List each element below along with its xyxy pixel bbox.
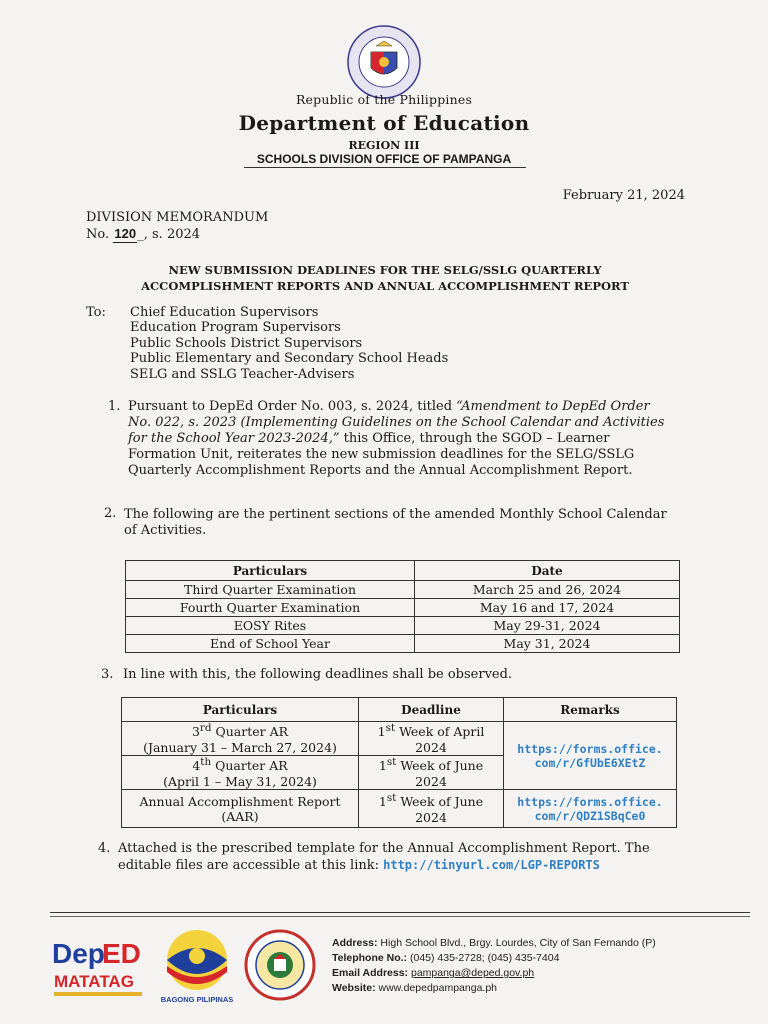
table-cell: Fourth Quarter Examination: [126, 599, 415, 617]
memo-title-line: NEW SUBMISSION DEADLINES FOR THE SELG/SSLG QUARTERLY: [168, 263, 602, 277]
cell-line: [363, 722, 499, 739]
table-header: Remarks: [504, 698, 677, 722]
recipient: Public Schools District Supervisors: [130, 335, 363, 351]
cell-line: [126, 756, 354, 773]
address-label: Address:: [332, 937, 378, 949]
republic-line: Republic of the Philippines: [295, 92, 473, 107]
table-header-row: [122, 698, 677, 722]
para-italic: No. 022, s. 2023 (Implementing Guidelines on the School Calendar and Activities: [128, 415, 665, 430]
svg-text:ED: ED: [102, 938, 141, 969]
recipient-list: [130, 305, 448, 382]
para-line: [128, 415, 688, 431]
website-line: [332, 981, 656, 996]
para-italic: “Amendment to DepEd Order: [456, 399, 650, 414]
deped-seal-icon: [346, 24, 422, 100]
table-cell: [122, 722, 359, 756]
table-cell: End of School Year: [126, 635, 415, 653]
deped-matatag-logo-icon: [50, 935, 150, 1005]
table-row: [122, 722, 677, 756]
footer-divider: [50, 916, 750, 917]
para3-number: 3.: [101, 667, 114, 682]
division-seal-icon: [244, 929, 316, 1001]
memo-date: February 21, 2024: [562, 188, 685, 203]
table-row: [126, 581, 680, 599]
table-cell: EOSY Rites: [126, 617, 415, 635]
cell-line: (January 31 – March 27, 2024): [143, 739, 337, 755]
department-name: Department of Education: [238, 111, 530, 135]
ordinal-suffix: st: [386, 756, 397, 769]
table-cell: [359, 790, 504, 828]
cell-line: (April 1 – May 31, 2024): [163, 773, 317, 789]
link-text[interactable]: https://forms.office.: [517, 794, 663, 809]
para-line: Formation Unit, reiterates the new submission deadlines for the SELG/SSLG: [128, 447, 635, 462]
link-text[interactable]: com/r/GfUbE6XEtZ: [534, 755, 646, 770]
para-text: editable files are accessible at this link:: [118, 858, 384, 873]
link-text[interactable]: https://forms.office.: [517, 741, 663, 756]
svg-text:MATATAG: MATATAG: [54, 972, 134, 991]
forms-link-quarterly[interactable]: [508, 742, 672, 770]
to-label: To:: [86, 305, 106, 320]
paragraph-4: [118, 841, 688, 874]
table-cell: May 29-31, 2024: [415, 617, 680, 635]
memo-no-value: 120: [114, 226, 137, 241]
para-line: [118, 857, 688, 874]
table-cell: May 31, 2024: [415, 635, 680, 653]
telephone-line: [332, 951, 656, 966]
email-label: Email Address:: [332, 967, 409, 979]
para-line: The following are the pertinent sections of the amended Monthly School Calendar: [124, 507, 667, 522]
cell-line: 2024: [415, 773, 447, 789]
para-line: [128, 431, 688, 447]
cell-line: (AAR): [221, 808, 259, 824]
table-cell: [359, 722, 504, 756]
table-cell: [359, 756, 504, 790]
para-line: [128, 399, 688, 415]
school-calendar-table: [125, 560, 680, 653]
email-line: [332, 966, 656, 981]
memo-label: DIVISION MEMORANDUM: [86, 210, 269, 225]
para4-number: 4.: [98, 841, 111, 856]
link-text[interactable]: com/r/QDZ1SBqCe0: [534, 808, 646, 823]
deadlines-table: [121, 697, 677, 828]
para-line: In line with this, the following deadlines shall be observed.: [123, 667, 513, 682]
forms-link-annual[interactable]: [508, 795, 672, 823]
table-cell: Third Quarter Examination: [126, 581, 415, 599]
memo-title: [90, 262, 680, 294]
recipient: SELG and SSLG Teacher-Advisers: [130, 366, 355, 382]
cell-text: 1: [378, 758, 387, 774]
table-header: Particulars: [126, 561, 415, 581]
footer-divider: [50, 912, 750, 913]
cell-text: Quarter AR: [211, 758, 288, 774]
cell-line: 2024: [415, 739, 447, 755]
cell-text: Quarter AR: [211, 724, 289, 740]
table-row: [126, 617, 680, 635]
svg-text:BAGONG PILIPINAS: BAGONG PILIPINAS: [160, 995, 234, 1004]
para-text: Pursuant to DepEd Order No. 003, s. 2024, titled: [128, 399, 457, 414]
memo-no-suffix: _, s. 2024: [137, 227, 201, 242]
table-row: [126, 635, 680, 653]
memo-title-line: ACCOMPLISHMENT REPORTS AND ANNUAL ACCOMPLISHMENT REPORT: [141, 279, 629, 293]
bagong-pilipinas-logo-icon: [158, 926, 236, 1004]
para-text: this Office, through the SGOD – Learner: [339, 431, 610, 446]
para-line: of Activities.: [124, 523, 207, 538]
cell-line: 2024: [415, 809, 447, 825]
office-line: SCHOOLS DIVISION OFFICE OF PAMPANGA: [256, 152, 512, 166]
ordinal-suffix: st: [385, 722, 396, 735]
email-link[interactable]: pampanga@deped.gov.ph: [410, 967, 535, 979]
memo-number: [86, 226, 268, 243]
ordinal-suffix: st: [386, 792, 397, 805]
para2-number: 2.: [104, 506, 117, 521]
para1-number: 1.: [108, 399, 121, 414]
table-cell: [122, 756, 359, 790]
memo-no-prefix: No.: [86, 227, 110, 242]
telephone-value: (045) 435-2728; (045) 435-7404: [407, 952, 560, 964]
cell-line: Annual Accomplishment Report: [139, 793, 341, 809]
cell-line: [363, 792, 499, 809]
cell-text: Week of June: [396, 794, 484, 810]
table-row: [122, 790, 677, 828]
para-line: Attached is the prescribed template for the Annual Accomplishment Report. The: [118, 841, 650, 856]
telephone-label: Telephone No.:: [332, 952, 408, 964]
table-cell: May 16 and 17, 2024: [415, 599, 680, 617]
cell-text: 3: [191, 724, 200, 740]
ordinal-suffix: th: [200, 756, 212, 769]
cell-text: Week of April: [395, 724, 485, 740]
cell-text: 1: [378, 794, 387, 810]
cell-line: [363, 756, 499, 773]
remarks-cell: [504, 722, 677, 790]
tinyurl-link[interactable]: http://tinyurl.com/LGP-REPORTS: [383, 858, 600, 872]
table-cell: [122, 790, 359, 828]
address-value: High School Blvd., Brgy. Lourdes, City of San Fernando (P): [377, 937, 656, 949]
memo-number-block: [86, 210, 268, 243]
website-label: Website:: [332, 982, 376, 994]
contact-block: [332, 936, 656, 996]
ordinal-suffix: rd: [199, 722, 212, 735]
table-header: Deadline: [359, 698, 504, 722]
cell-line: [126, 722, 354, 739]
remarks-cell: [504, 790, 677, 828]
header-divider: [244, 167, 526, 168]
cell-text: 4: [192, 758, 201, 774]
paragraph-2: [124, 507, 694, 539]
address-line: [332, 936, 656, 951]
table-row: [126, 599, 680, 617]
cell-text: Week of June: [396, 758, 484, 774]
table-header: Particulars: [122, 698, 359, 722]
para-line: Quarterly Accomplishment Reports and the Annual Accomplishment Report.: [128, 463, 633, 478]
paragraph-3: [123, 667, 683, 683]
cell-text: 1: [377, 724, 386, 740]
recipient: Public Elementary and Secondary School Heads: [130, 351, 449, 367]
para-italic: for the School Year 2023-2024,”: [128, 431, 340, 446]
region-line: REGION III: [348, 139, 420, 152]
table-cell: March 25 and 26, 2024: [415, 581, 680, 599]
table-header-row: [126, 561, 680, 581]
website-link[interactable]: www.depedpampanga.ph: [375, 982, 497, 994]
svg-text:Dep: Dep: [52, 938, 105, 969]
recipient: Education Program Supervisors: [130, 320, 341, 336]
paragraph-1: [128, 399, 688, 479]
table-header: Date: [415, 561, 680, 581]
recipient: Chief Education Supervisors: [130, 305, 319, 320]
